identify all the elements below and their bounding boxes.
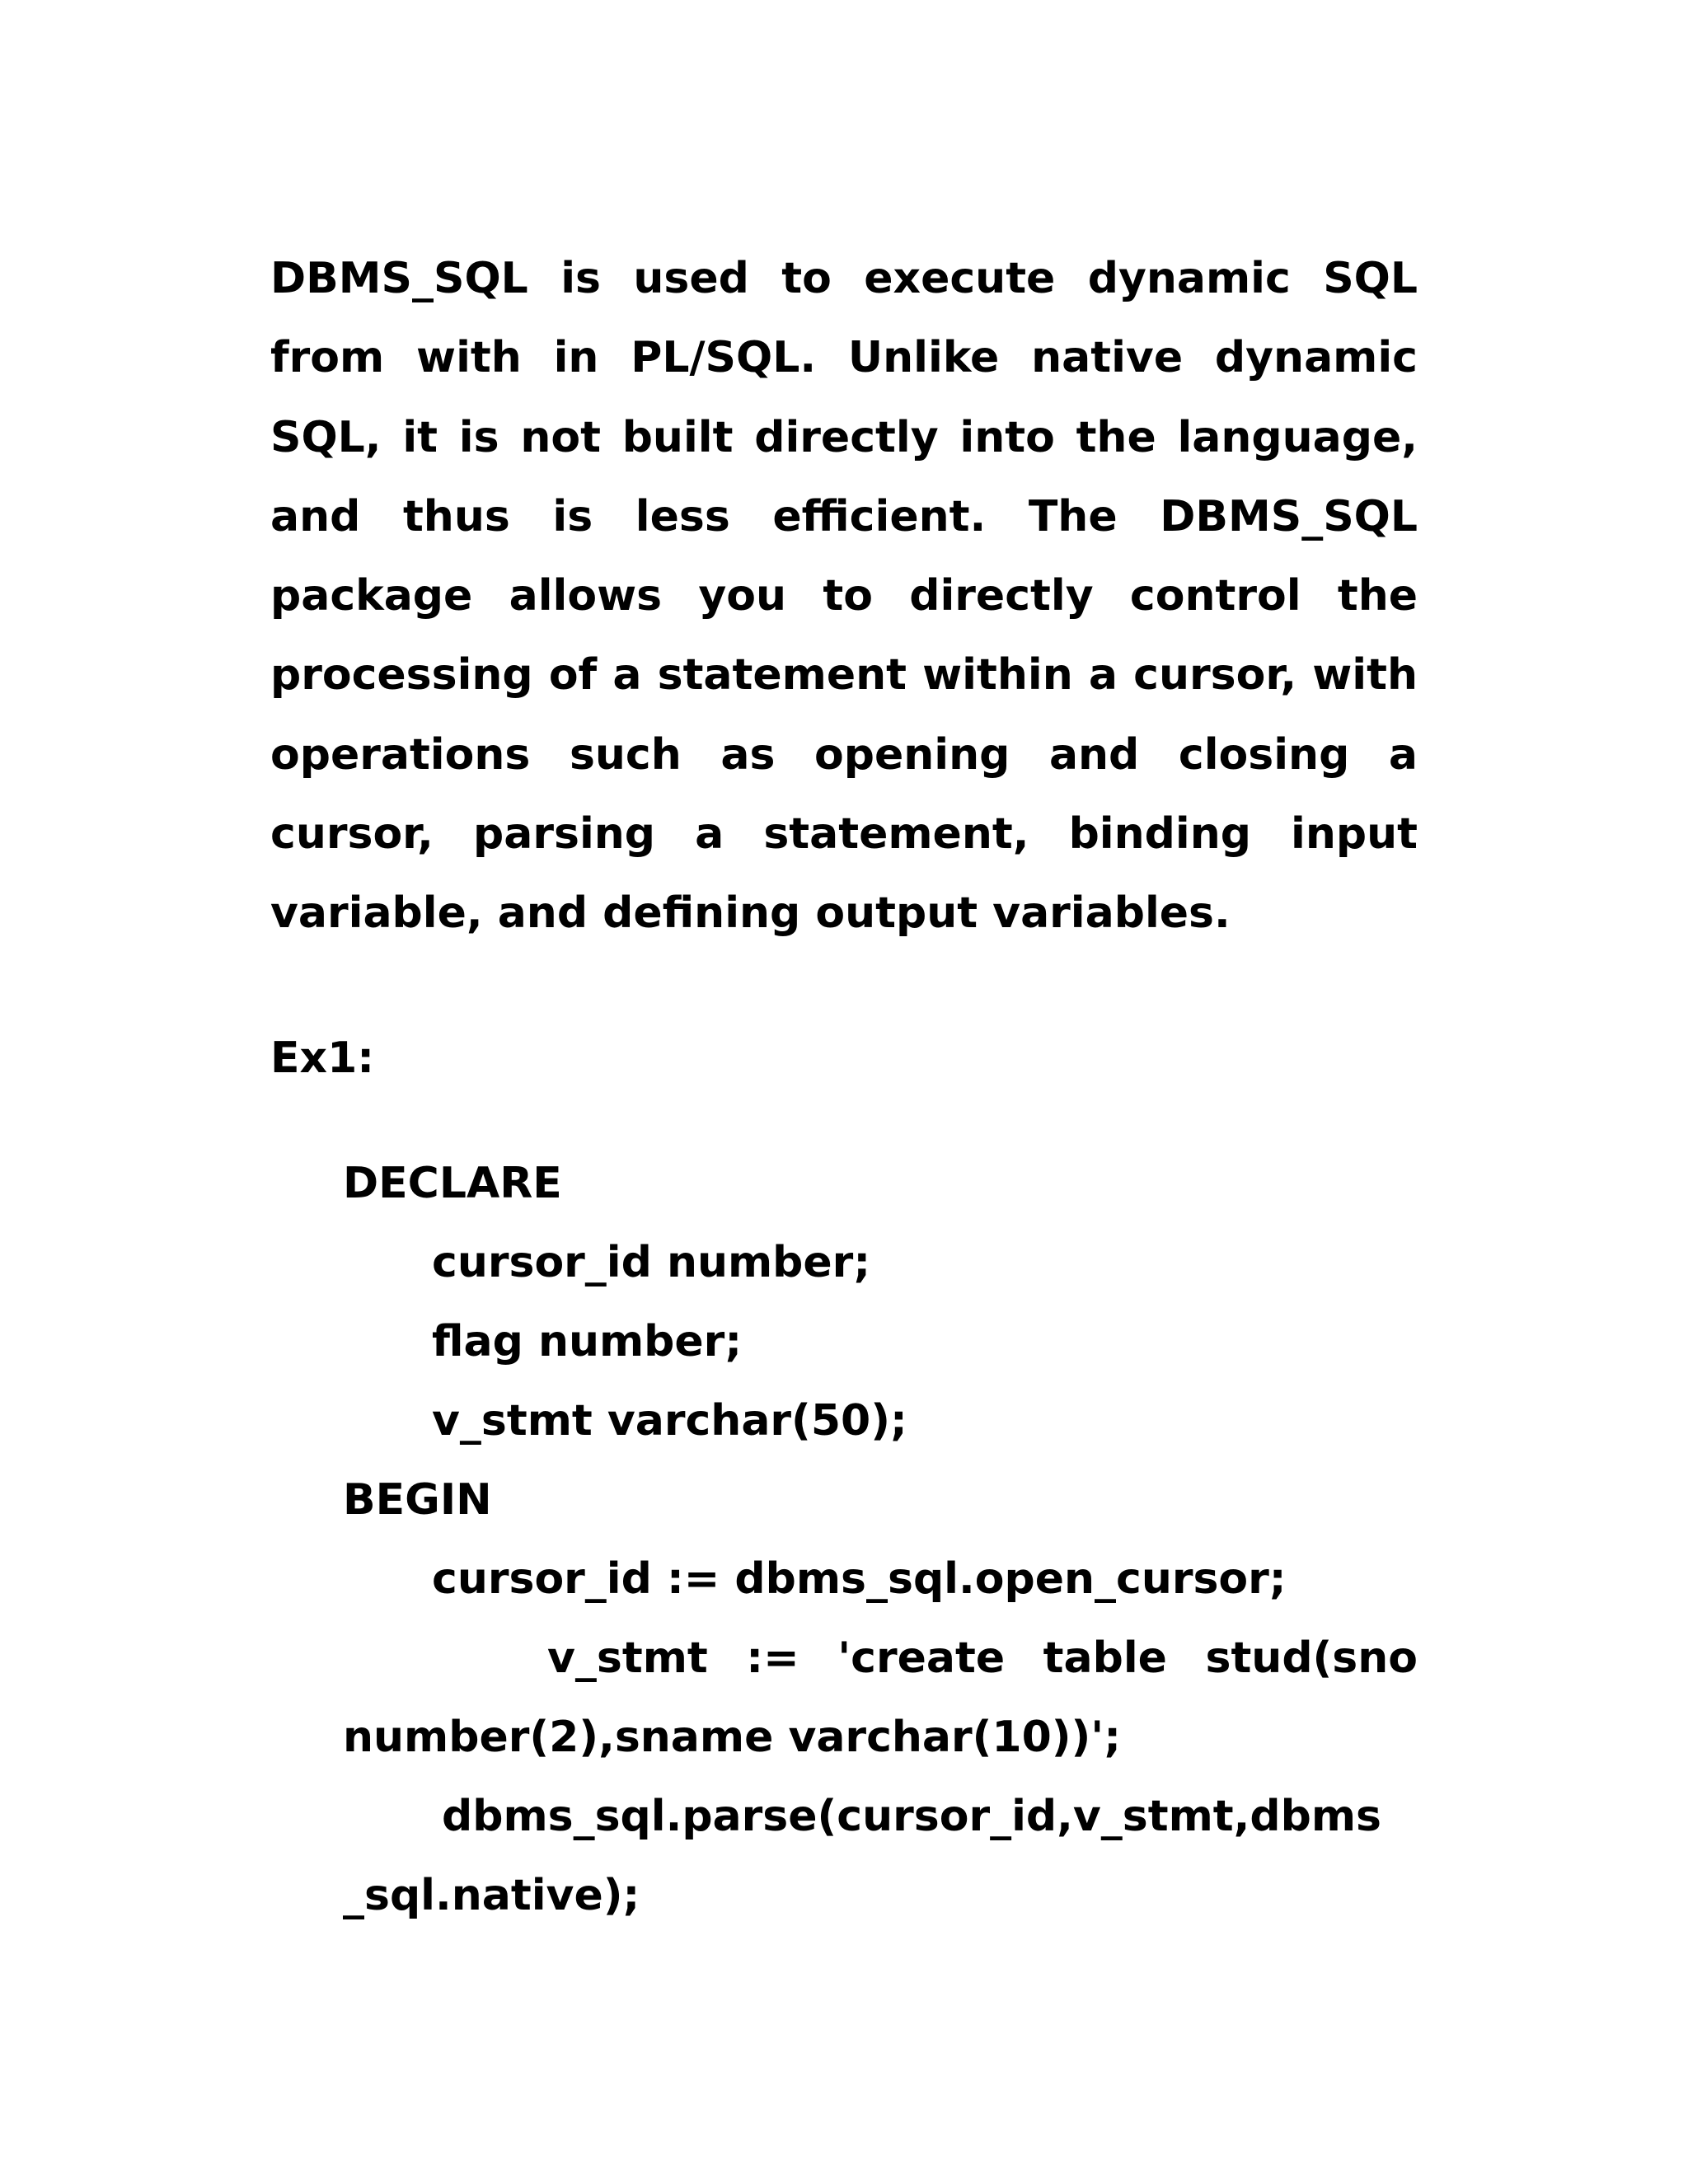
- code-line-stmt-assign-cont: number(2),sname varchar(10))';: [343, 1713, 1122, 1762]
- code-line-flag-decl: flag number;: [432, 1317, 743, 1366]
- code-line-cursor-id-decl: cursor_id number;: [432, 1238, 871, 1287]
- code-line-declare: DECLARE: [343, 1159, 562, 1208]
- example-heading: Ex1:: [270, 1033, 375, 1083]
- code-line-parse-cont: _sql.native);: [343, 1871, 640, 1920]
- code-line-begin: BEGIN: [343, 1475, 492, 1525]
- code-line-stmt-assign: v_stmt := 'create table stud(sno: [547, 1633, 1418, 1683]
- intro-paragraph: DBMS_SQL is used to execute dynamic SQL from with in PL/SQL. Unlike native dynamic SQL, it is not built directly into the language, and thus is less efficient. The DBMS_SQL package allows you to directly control the processing of a statement within a cursor, with operations such as opening and closing a cursor, parsing a statement, binding input variable, and defining output variables.: [270, 254, 1418, 939]
- code-line-stmt-decl: v_stmt varchar(50);: [432, 1396, 907, 1446]
- code-line-parse: dbms_sql.parse(cursor_id,v_stmt,dbms: [442, 1792, 1381, 1841]
- code-line-open-cursor: cursor_id := dbms_sql.open_cursor;: [432, 1554, 1287, 1604]
